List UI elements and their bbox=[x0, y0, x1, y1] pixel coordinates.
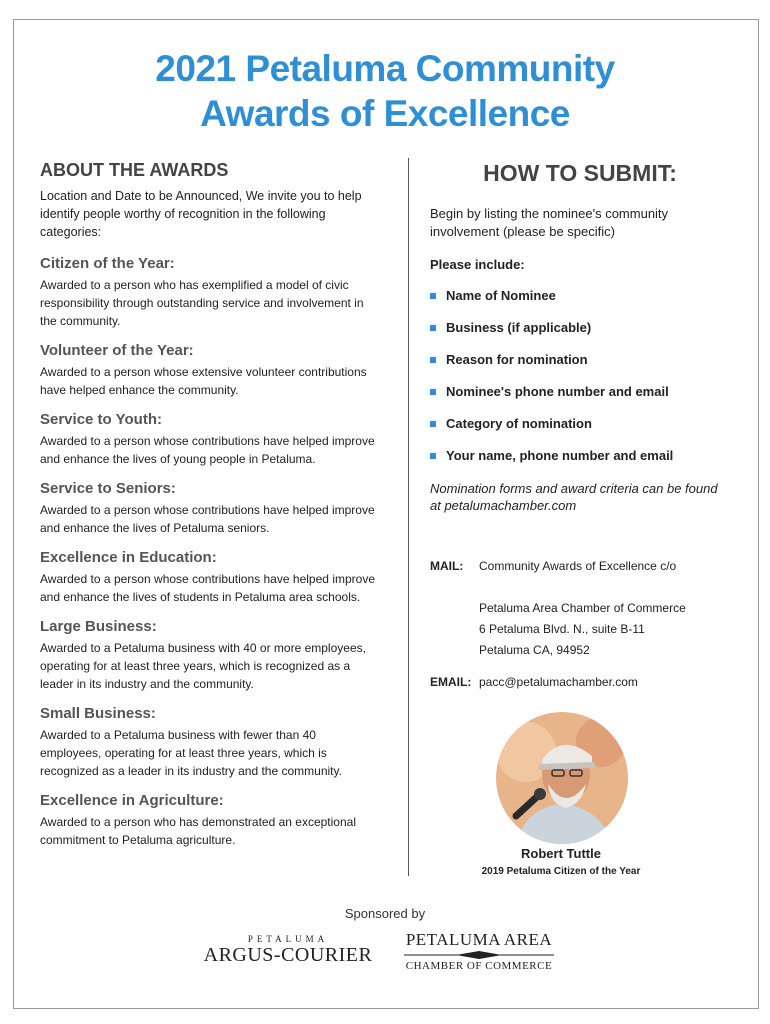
award-desc: Awarded to a person whose contributions have helped improve and enhance the lives of students in Petaluma area schools. bbox=[40, 572, 375, 604]
submit-section bbox=[430, 160, 730, 691]
list-item bbox=[430, 352, 730, 368]
page-title bbox=[0, 46, 770, 136]
award-title: Service to Youth: bbox=[40, 411, 162, 428]
list-item-label: Name of Nominee bbox=[446, 288, 556, 303]
mail-line: Petaluma CA, 94952 bbox=[479, 643, 590, 657]
bullet-icon bbox=[430, 389, 436, 395]
award-desc: Awarded to a Petaluma business with 40 or more employees, operating for at least three years, which is recognized as a leader in its industry and the community. bbox=[40, 641, 366, 691]
list-item bbox=[430, 320, 730, 336]
award-desc: Awarded to a person who has exemplified a model of civic responsibility through outstanding service and involvement in the community. bbox=[40, 278, 364, 328]
about-intro: Location and Date to be Announced, We invite you to help identify people worthy of recognition in the following categories: bbox=[40, 189, 362, 239]
bullet-icon bbox=[430, 325, 436, 331]
award-desc: Awarded to a person who has demonstrated an exceptional commitment to Petaluma agriculture. bbox=[40, 815, 356, 847]
about-heading: ABOUT THE AWARDS bbox=[40, 160, 229, 180]
nomination-note: Nomination forms and award criteria can be found at petalumachamber.com bbox=[430, 481, 718, 513]
award-citizen bbox=[40, 255, 375, 330]
award-title: Large Business: bbox=[40, 618, 157, 635]
argus-logo-small: PETALUMA bbox=[247, 934, 329, 944]
award-desc: Awarded to a Petaluma business with fewer than 40 employees, operating for at least three years, which is recognized as a leader in its industry and the community. bbox=[40, 728, 342, 778]
mail-line: Petaluma Area Chamber of Commerce bbox=[479, 601, 686, 615]
award-desc: Awarded to a person whose extensive volunteer contributions have helped enhance the community. bbox=[40, 365, 367, 397]
award-title: Excellence in Education: bbox=[40, 549, 217, 566]
column-divider bbox=[408, 158, 409, 876]
award-small-business bbox=[40, 705, 375, 780]
award-volunteer bbox=[40, 342, 375, 399]
award-education bbox=[40, 549, 375, 606]
citizen-caption: 2019 Petaluma Citizen of the Year bbox=[481, 866, 641, 877]
award-desc: Awarded to a person whose contributions have helped improve and enhance the lives of young people in Petaluma. bbox=[40, 434, 375, 466]
list-item-label: Reason for nomination bbox=[446, 352, 588, 367]
email-block bbox=[430, 673, 730, 691]
portrait-image bbox=[496, 712, 628, 844]
mail-label: MAIL: bbox=[430, 559, 464, 573]
chamber-logo-small: CHAMBER OF COMMERCE bbox=[405, 960, 553, 972]
email-address[interactable]: pacc@petalumachamber.com bbox=[479, 675, 638, 689]
please-include-label: Please include: bbox=[430, 257, 525, 272]
list-item-label: Your name, phone number and email bbox=[446, 448, 674, 463]
award-title: Excellence in Agriculture: bbox=[40, 792, 224, 809]
citizen-photo bbox=[496, 712, 628, 844]
argus-courier-logo bbox=[198, 934, 378, 967]
title-line-1: 2021 Petaluma Community bbox=[155, 48, 615, 89]
bullet-icon bbox=[430, 357, 436, 363]
list-item bbox=[430, 384, 730, 400]
bullet-icon bbox=[430, 421, 436, 427]
award-title: Volunteer of the Year: bbox=[40, 342, 194, 359]
list-item bbox=[430, 448, 730, 464]
list-item bbox=[430, 416, 730, 432]
list-item-label: Business (if applicable) bbox=[446, 320, 592, 335]
award-title: Citizen of the Year: bbox=[40, 255, 175, 272]
include-list bbox=[430, 288, 730, 464]
award-agriculture bbox=[40, 792, 375, 849]
submit-intro: Begin by listing the nominee's community involvement (please be specific) bbox=[430, 206, 669, 239]
list-item-label: Nominee's phone number and email bbox=[446, 384, 669, 399]
award-large-business bbox=[40, 618, 375, 693]
email-label: EMAIL: bbox=[430, 675, 472, 689]
bullet-icon bbox=[430, 453, 436, 459]
award-seniors bbox=[40, 480, 375, 537]
chamber-logo-big: PETALUMA AREA bbox=[405, 930, 553, 949]
citizen-name: Robert Tuttle bbox=[521, 846, 601, 861]
chamber-logo bbox=[398, 930, 560, 972]
title-line-2: Awards of Excellence bbox=[200, 93, 570, 134]
mail-block bbox=[430, 556, 730, 661]
bullet-icon bbox=[430, 293, 436, 299]
about-section bbox=[40, 160, 375, 861]
chamber-logo-rule bbox=[398, 950, 560, 960]
mail-line: 6 Petaluma Blvd. N., suite B-11 bbox=[479, 622, 645, 636]
list-item bbox=[430, 288, 730, 304]
award-title: Small Business: bbox=[40, 705, 156, 722]
mail-line: Community Awards of Excellence c/o bbox=[479, 559, 677, 573]
award-desc: Awarded to a person whose contributions have helped improve and enhance the lives of Petaluma seniors. bbox=[40, 503, 375, 535]
sponsored-label: Sponsored by bbox=[344, 906, 426, 921]
submit-heading: HOW TO SUBMIT: bbox=[483, 160, 677, 186]
award-youth bbox=[40, 411, 375, 468]
award-title: Service to Seniors: bbox=[40, 480, 176, 497]
list-item-label: Category of nomination bbox=[446, 416, 592, 431]
argus-logo-big: ARGUS-COURIER bbox=[203, 944, 373, 966]
mail-address bbox=[479, 556, 686, 661]
